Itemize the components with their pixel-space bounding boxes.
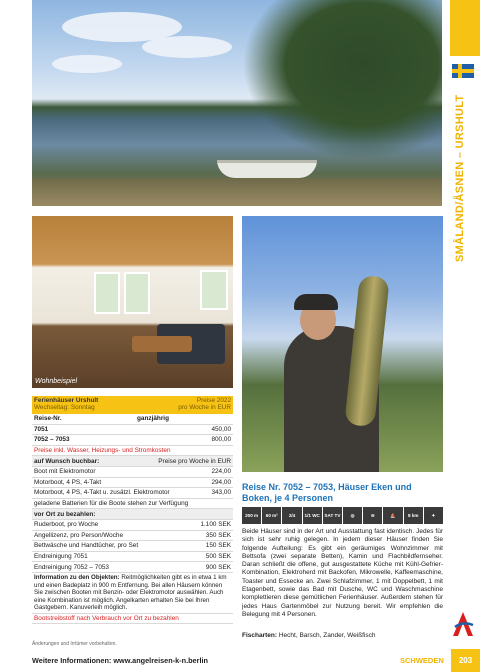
hiking-icon: ✦ — [424, 507, 443, 524]
interior-photo — [32, 216, 233, 388]
article-body: Beide Häuser sind in der Art und Ausstattung fast identisch. Jedes für sich ist sehr ruhig gelegen. In jedem dieser Häuser finden Sie folgende Aufteilung: Es gibt ein geräumiges Wohnzimmer mit Bettsofa (zwei separate Betten), Kamin und Flachbildfernseher. Daran schließt die offene, gut ausgestattete Küche mit Kühl-Gefrier-Kombination, Elektroherd mit Backofen, Mikrowelle, Kaffeemaschine, Toaster und Essecke an. Zwei Schlafzimmer, 1 mit Doppelbett, 1 mit Etagenbett, sowie das Bad mit Dusche, WC und Waschmaschine komplettieren diese gemütlichen Ferienhäuser. Außerdem stehen für jedes Haus Gartenmöbel zur Nutzung bereit. Wir empfehlen die Belegung mit 4 Personen. — [242, 528, 443, 618]
fuel-note: Bootstreibstoff nach Verbrauch vor Ort zu bezahlen — [32, 614, 233, 625]
sweden-flag-icon — [452, 64, 474, 78]
table-row: Bettwäsche und Handtücher, pro Set 150 SEK — [32, 541, 233, 552]
price-year: Preise 2022 — [196, 397, 231, 404]
area-icon: 60 m² — [262, 507, 281, 524]
article-title: Reise Nr. 7052 – 7053, Häuser Eken und Boken, je 4 Personen — [242, 482, 412, 503]
footer-country: SCHWEDEN — [400, 656, 444, 665]
company-logo-icon — [451, 611, 475, 637]
table-row: Ruderboot, pro Woche 1.100 SEK — [32, 520, 233, 531]
table-row: Motorboot, 4 PS, 4-Takt 294,00 — [32, 478, 233, 489]
bookable-header: auf Wunsch buchbar: Preise pro Woche in EUR — [32, 456, 233, 467]
shop-distance-icon: 8 km — [404, 507, 423, 524]
table-row: 7051 450,00 — [32, 425, 233, 436]
footer-more-info: Weitere Informationen: www.angelreisen-k-n.berlin — [32, 656, 208, 665]
table-row: Boot mit Elektromotor 224,00 — [32, 467, 233, 478]
table-row: Angellizenz, pro Person/Woche 350 SEK — [32, 531, 233, 542]
changeover-day: Wechseltag: Sonntag — [34, 404, 95, 411]
table-row: Endreinigung 7051 500 SEK — [32, 552, 233, 563]
fish-species: Fischarten: Hecht, Barsch, Zander, Weißfisch — [242, 632, 376, 639]
price-table — [32, 396, 233, 624]
boat-icon: ⛵ — [383, 507, 402, 524]
table-row: 7052 – 7053 800,00 — [32, 435, 233, 446]
fisherman-photo — [242, 216, 443, 472]
table-title: Ferienhäuser Urshult — [34, 397, 99, 404]
objects-info: Information zu den Objekten: Reitmöglichkeiten gibt es in etwa 1 km und einen Badeplatz in 900 m Entfernung. Bei allen Häusern können Sie zwischen Booten mit Benzin- oder Elektromotor auswählen. Auch eine Kombination ist möglich. Angelkarten erhalten Sie bei Ihren Gastgebern. Kanuverleih möglich. — [32, 573, 233, 614]
sat-tv-icon: SAT TV — [323, 507, 342, 524]
bathroom-icon: 1/1 WC — [303, 507, 322, 524]
distance-water-icon: 200 m — [242, 507, 261, 524]
section-tab — [450, 0, 480, 56]
pike — [344, 275, 390, 427]
on-site-header: vor Ort zu bezahlen: — [32, 509, 233, 520]
wifi-icon: ≋ — [363, 507, 382, 524]
table-row: Endreinigung 7052 – 7053 900 SEK — [32, 562, 233, 573]
disclaimer: Änderungen und Irrtümer vorbehalten. — [32, 641, 117, 647]
battery-note: geladene Batterien für die Boote stehen zur Verfügung — [32, 499, 233, 510]
bedrooms-icon: 2/4 — [282, 507, 301, 524]
price-unit: pro Woche in EUR — [178, 404, 231, 411]
amenity-icons — [242, 507, 443, 524]
table-col-header: Reise-Nr. ganzjährig — [32, 414, 233, 425]
photo-caption: Wohnbeispiel — [35, 378, 78, 385]
rowboat — [217, 160, 317, 178]
table-row: Motorboot, 4 PS, 4-Takt u. zusätzl. Elektromotor 343,00 — [32, 488, 233, 499]
washing-machine-icon: ◎ — [343, 507, 362, 524]
page-number: 203 — [451, 649, 480, 672]
included-note: Preise inkl. Wasser, Heizungs- und Stromkosten — [32, 446, 233, 457]
lake-photo — [32, 0, 442, 206]
price-table-header — [32, 396, 233, 414]
